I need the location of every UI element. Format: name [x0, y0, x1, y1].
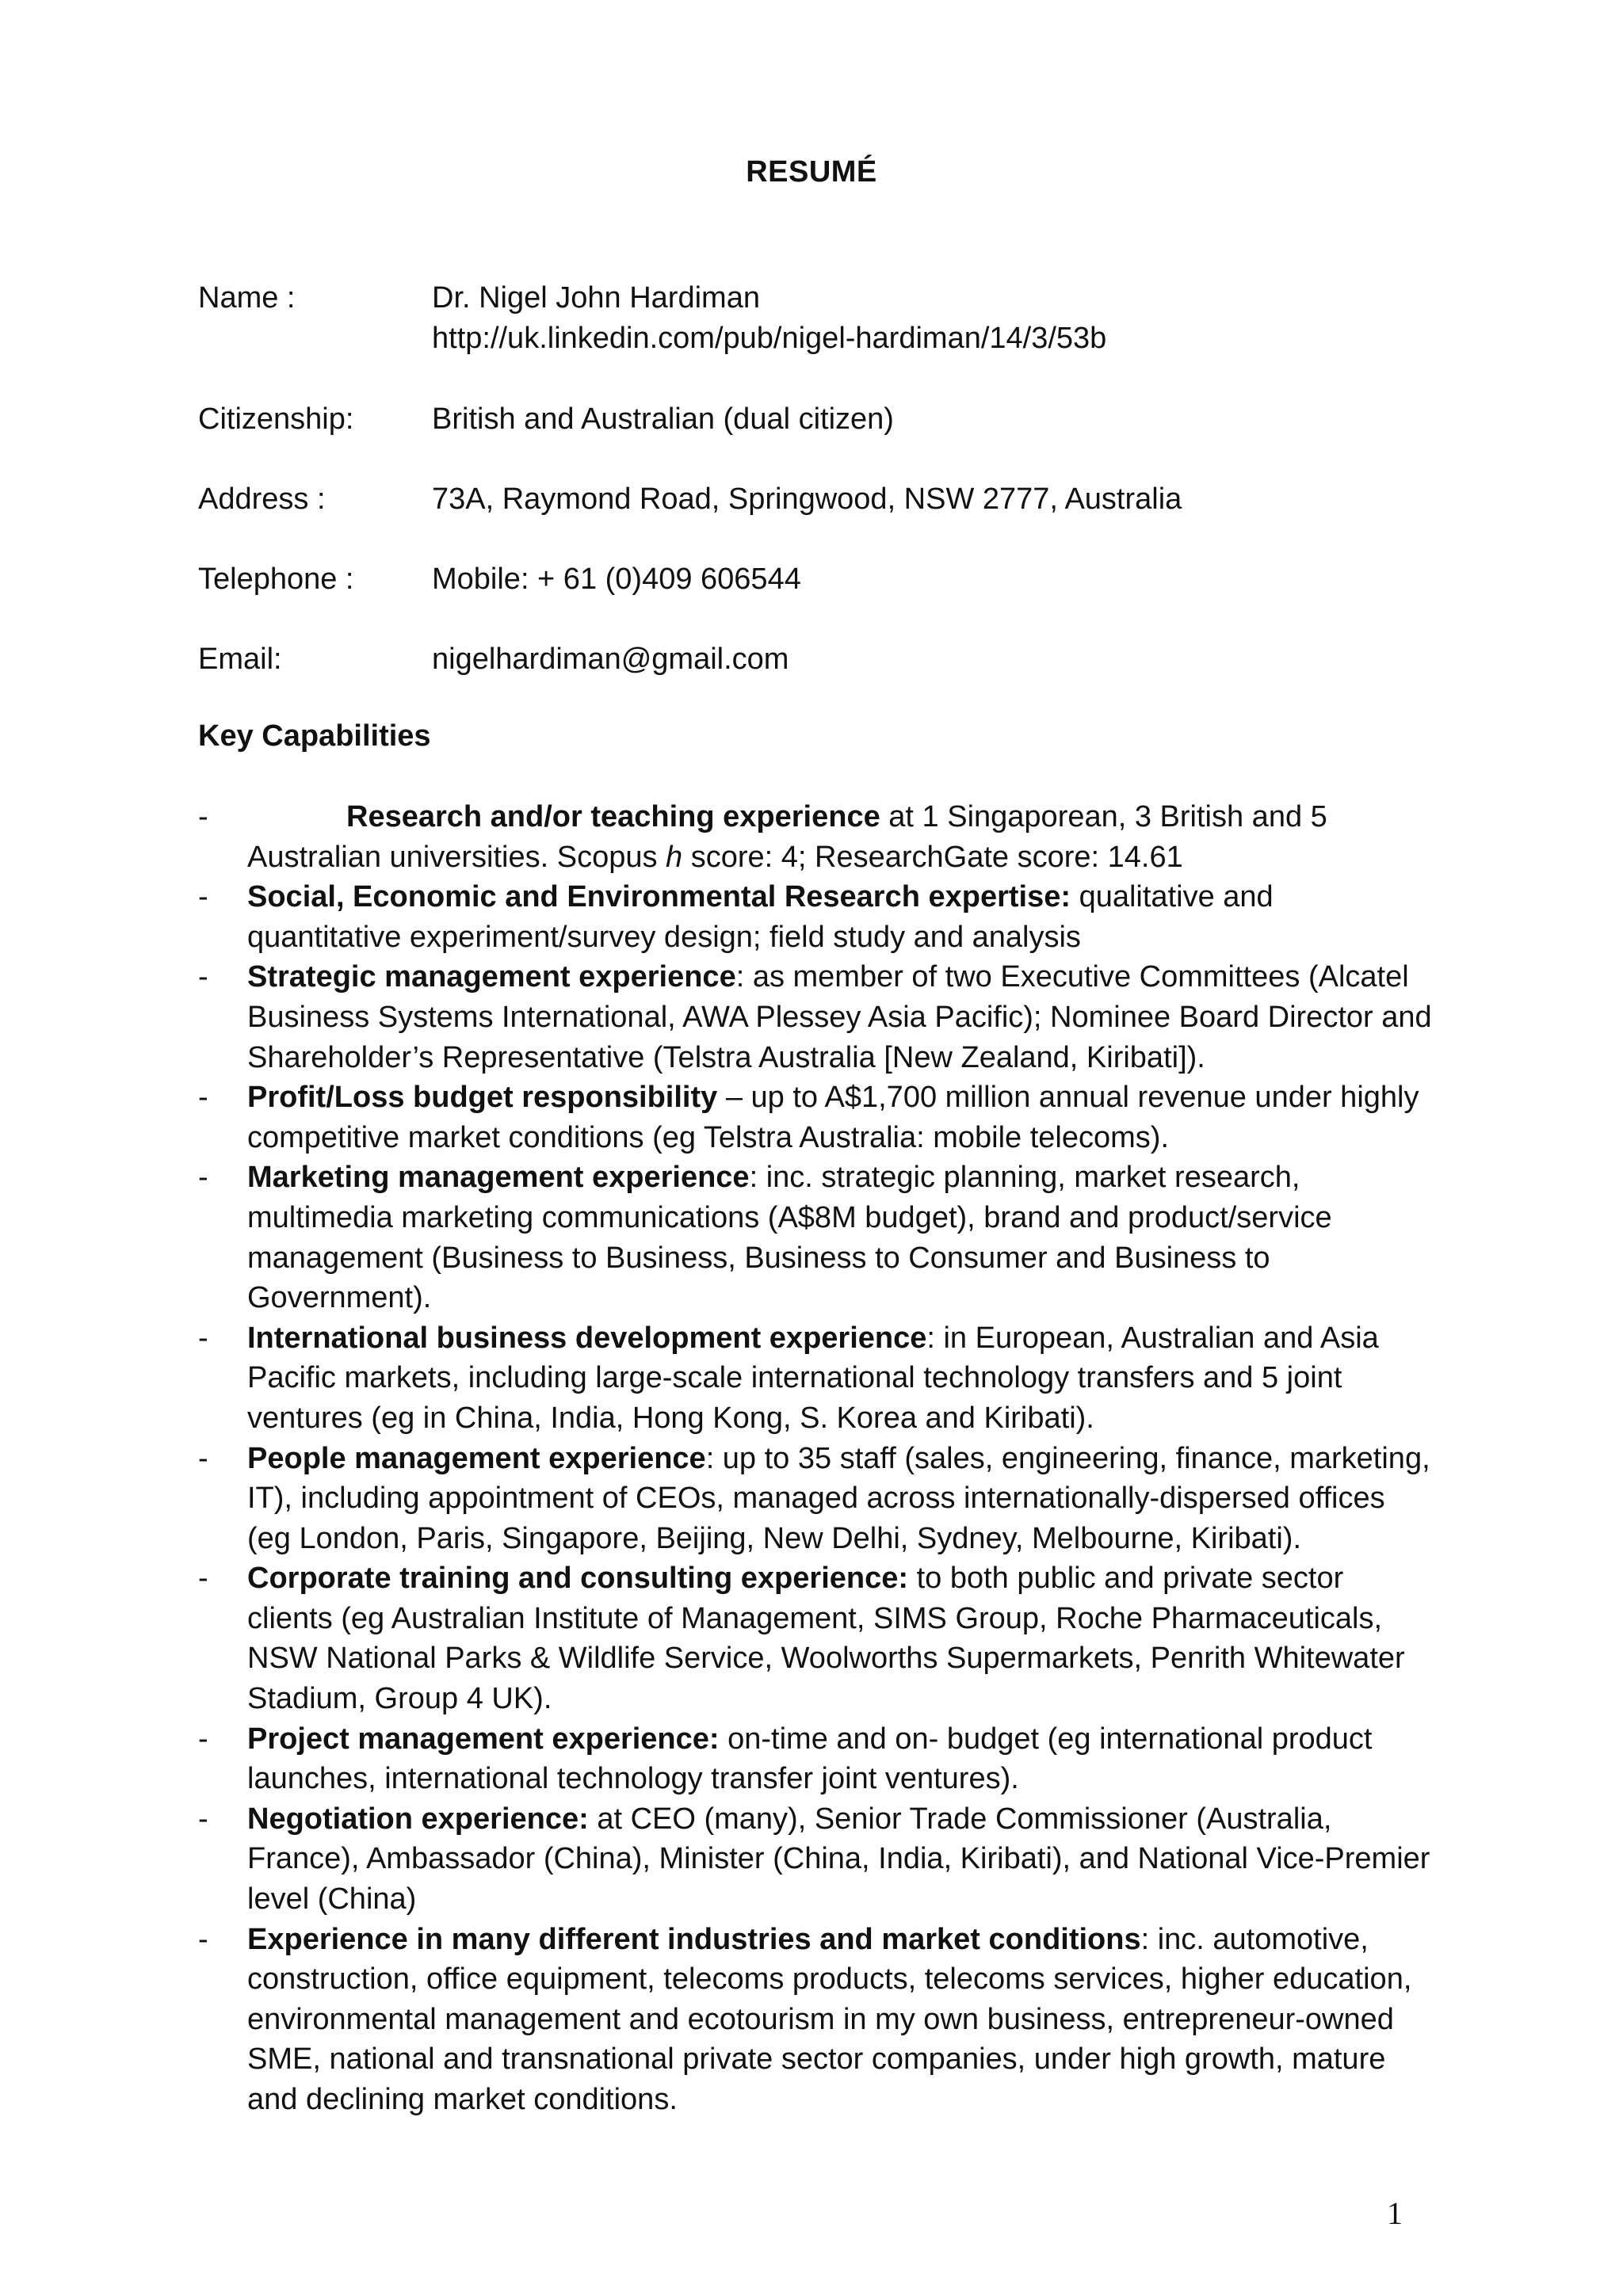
capability-item-research [198, 797, 1434, 877]
capability-title: Social, Economic and Environmental Research expertise: [247, 880, 1071, 914]
capability-title: Negotiation experience: [247, 1802, 589, 1836]
capability-title: International business development experience [247, 1321, 927, 1355]
capability-item-profit-loss [198, 1077, 1434, 1158]
capability-text: – up to A$1,700 million annual revenue under highly competitive market conditions (eg Telstra Australia: mobile telecoms). [247, 1081, 1419, 1154]
bullet-dash: - [198, 1441, 208, 1475]
capability-title: Project management experience: [247, 1722, 720, 1756]
bullet-dash: - [198, 1321, 208, 1355]
citizenship-value: British and Australian (dual citizen) [432, 402, 894, 436]
capability-item-negotiation [198, 1799, 1434, 1920]
email-value[interactable]: nigelhardiman@gmail.com [432, 643, 789, 676]
bullet-dash: - [198, 960, 208, 994]
email-label: Email: [198, 643, 282, 676]
capability-text: : up to 35 staff (sales, engineering, finance, marketing, IT), including appointment of CEOs, managed across internationally-dispersed offices (eg London, Paris, Singapore, Beijing, New Delhi, Sydney, Melbourne, Kiribati). [247, 1441, 1430, 1555]
bullet-dash: - [198, 800, 208, 833]
name-value: Dr. Nigel John Hardiman [432, 281, 760, 315]
key-capabilities-heading: Key Capabilities [198, 719, 431, 753]
capability-item-industries [198, 1920, 1434, 2120]
name-label: Name : [198, 281, 296, 315]
capability-text: qualitative and quantitative experiment/survey design; field study and analysis [247, 880, 1274, 954]
bullet-dash: - [198, 1922, 208, 1956]
capability-title: Profit/Loss budget responsibility [247, 1081, 718, 1115]
bullet-dash: - [198, 1562, 208, 1596]
capability-title: Marketing management experience [247, 1161, 750, 1195]
capability-text: : inc. automotive, construction, office equipment, telecoms products, telecoms services, higher education, environmental management and ecotourism in my own business, entrepreneur-owned SME, national and transnational private sector companies, under high growth, mature and declining market conditions. [247, 1922, 1412, 2116]
address-value: 73A, Raymond Road, Springwood, NSW 2777, Australia [432, 482, 1182, 516]
capability-item-research-expertise [198, 877, 1434, 957]
capability-text: on-time and on- budget (eg international product launches, international technology transfer joint ventures). [247, 1722, 1373, 1796]
telephone-label: Telephone : [198, 563, 354, 596]
capability-title: People management experience [247, 1441, 706, 1475]
capability-item-marketing [198, 1158, 1434, 1318]
capability-text: score: 4; ResearchGate score: 14.61 [682, 840, 1183, 874]
capability-title: Research and/or teaching experience [346, 800, 880, 833]
capability-text: : inc. strategic planning, market research, multimedia marketing communications (A$8M budget), brand and product/service management (Business to Business, Business to Consumer and Business to Government). [247, 1161, 1332, 1315]
bullet-dash: - [198, 1081, 208, 1115]
bullet-dash: - [198, 880, 208, 914]
capability-text: : as member of two Executive Committees (Alcatel Business Systems International, AWA Plessey Asia Pacific); Nominee Board Director and Shareholder’s Representative (Telstra Australia [New Zealand, Kiribati]). [247, 960, 1432, 1074]
document-title: RESUMÉ [746, 155, 877, 189]
telephone-value: Mobile: + 61 (0)409 606544 [432, 563, 801, 596]
capability-text: : in European, Australian and Asia Pacific markets, including large-scale international technology transfers and 5 joint ventures (eg in China, India, Hong Kong, S. Korea and Kiribati). [247, 1321, 1379, 1435]
address-label: Address : [198, 482, 326, 516]
capability-title: Corporate training and consulting experience: [247, 1562, 909, 1596]
name-value-block [432, 278, 1106, 359]
capability-title: Strategic management experience [247, 960, 736, 994]
bullet-dash: - [198, 1161, 208, 1195]
bullet-dash: - [198, 1722, 208, 1756]
capability-item-strategic-management [198, 957, 1434, 1077]
capability-text: at 1 Singaporean, 3 British and 5 Australian universities. Scopus [247, 800, 1327, 874]
bullet-dash: - [198, 1802, 208, 1836]
capability-item-people-management [198, 1439, 1434, 1559]
capability-item-international-business [198, 1318, 1434, 1439]
capability-text: to both public and private sector clients (eg Australian Institute of Management, SIMS Group, Roche Pharmaceuticals, NSW National Parks & Wildlife Service, Woolworths Supermarkets, Penrith Whitewater Stadium, Group 4 UK). [247, 1562, 1405, 1716]
capabilities-list [198, 797, 1434, 2120]
citizenship-label: Citizenship: [198, 402, 354, 436]
page-number: 1 [1387, 2195, 1403, 2231]
capability-item-training-consulting [198, 1558, 1434, 1718]
capability-text: at CEO (many), Senior Trade Commissioner (Australia, France), Ambassador (China), Minister (China, India, Kiribati), and National Vice-Premier level (China) [247, 1802, 1430, 1917]
capability-title: Experience in many different industries and market conditions [247, 1922, 1141, 1956]
linkedin-link[interactable]: http://uk.linkedin.com/pub/nigel-hardiman/14/3/53b [432, 322, 1107, 355]
capability-item-project-management [198, 1719, 1434, 1799]
capability-text-italic: h [666, 840, 683, 874]
